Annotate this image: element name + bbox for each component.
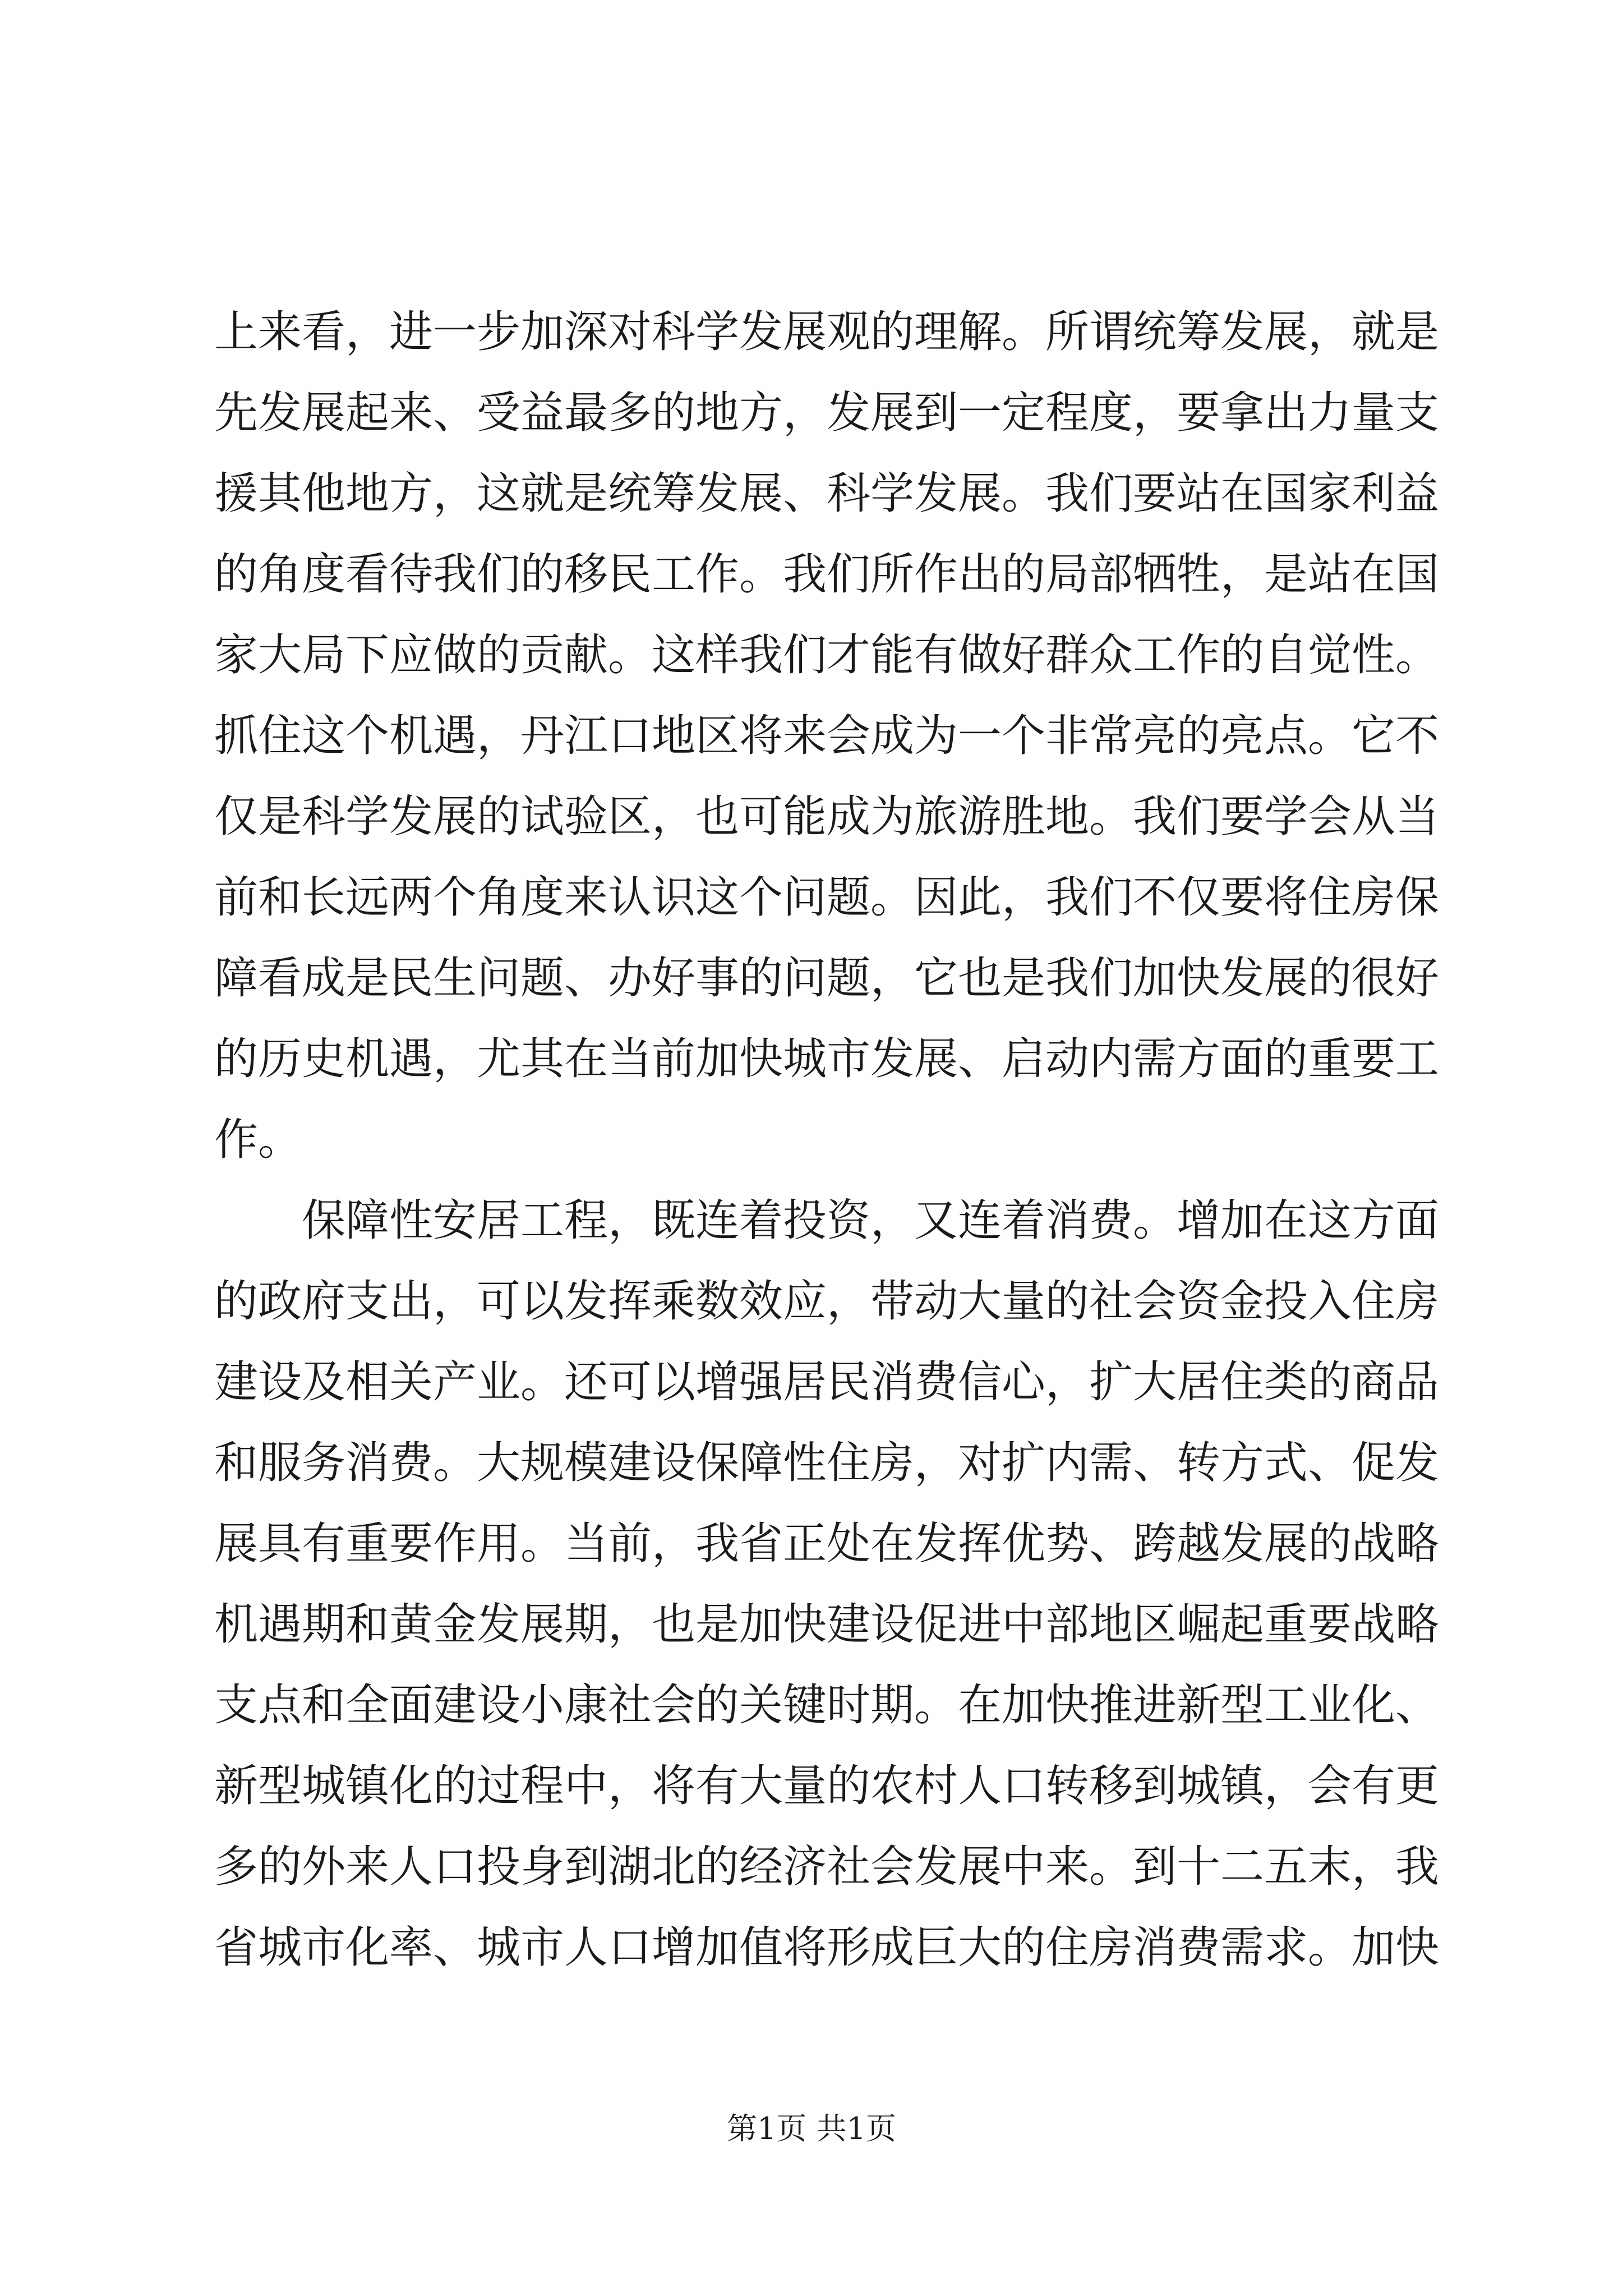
paragraph-2-line: 多的外来人口投身到湖北的经济社会发展中来。到十二五末，我 (214, 1842, 1440, 1892)
paragraph-1-line: 家大局下应做的贡献。这样我们才能有做好群众工作的自觉性。 (214, 630, 1440, 680)
paragraph-1-line: 先发展起来、受益最多的地方，发展到一定程度，要拿出力量支 (214, 388, 1440, 438)
paragraph-2-line: 新型城镇化的过程中，将有大量的农村人口转移到城镇，会有更 (214, 1761, 1440, 1811)
page-number-label: 第1页 共1页 (727, 2111, 896, 2146)
paragraph-1-line: 障看成是民生问题、办好事的问题，它也是我们加快发展的很好 (214, 953, 1440, 1004)
paragraph-1-line: 的历史机遇，尤其在当前加快城市发展、启动内需方面的重要工 (214, 1034, 1440, 1084)
paragraph-2-line: 的政府支出，可以发挥乘数效应，带动大量的社会资金投入住房 (214, 1276, 1440, 1327)
paragraph-1-line: 仅是科学发展的试验区，也可能成为旅游胜地。我们要学会从当 (214, 792, 1440, 842)
paragraph-1-line: 援其他地方，这就是统筹发展、科学发展。我们要站在国家利益 (214, 468, 1440, 519)
paragraph-2-line: 省城市化率、城市人口增加值将形成巨大的住房消费需求。加快 (214, 1922, 1440, 1973)
paragraph-2-line: 支点和全面建设小康社会的关键时期。在加快推进新型工业化、 (214, 1680, 1440, 1731)
paragraph-2-line: 展具有重要作用。当前，我省正处在发挥优势、跨越发展的战略 (214, 1519, 1440, 1569)
paragraph-1-line: 抓住这个机遇，丹江口地区将来会成为一个非常亮的亮点。它不 (214, 711, 1440, 761)
paragraph-1-line: 作。 (214, 1115, 302, 1165)
paragraph-2-line: 机遇期和黄金发展期，也是加快建设促进中部地区崛起重要战略 (214, 1599, 1440, 1650)
body-text (214, 292, 1440, 1988)
page-footer (0, 2106, 1623, 2151)
paragraph-2-line: 保障性安居工程，既连着投资，又连着消费。增加在这方面 (302, 1195, 1440, 1246)
paragraph-1-line: 前和长远两个角度来认识这个问题。因此，我们不仅要将住房保 (214, 872, 1440, 923)
paragraph-1-line: 上来看，进一步加深对科学发展观的理解。所谓统筹发展，就是 (214, 307, 1440, 357)
paragraph-2-line: 建设及相关产业。还可以增强居民消费信心，扩大居住类的商品 (214, 1357, 1440, 1407)
paragraph-1-line: 的角度看待我们的移民工作。我们所作出的局部牺牲，是站在国 (214, 549, 1440, 600)
paragraph-2-line: 和服务消费。大规模建设保障性住房，对扩内需、转方式、促发 (214, 1438, 1440, 1488)
